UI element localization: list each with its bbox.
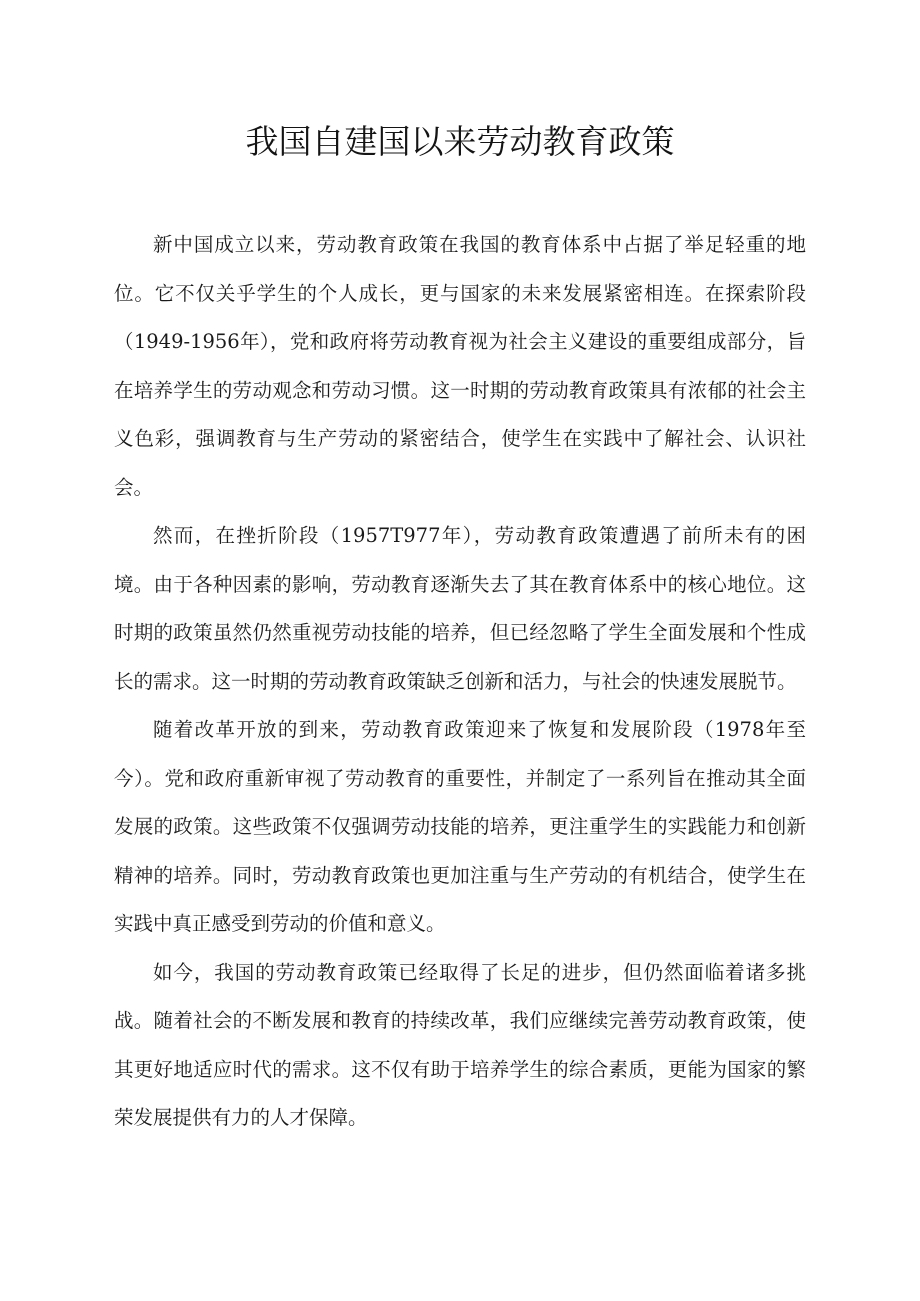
document-title: 我国自建国以来劳动教育政策 <box>245 122 675 161</box>
paragraph-2: 然而，在挫折阶段（1957T977年），劳动教育政策遭遇了前所未有的困境。由于各种因素的影响，劳动教育逐渐失去了其在教育体系中的核心地位。这时期的政策虽然仍然重视劳动技能的培养，但已经忽略了学生全面发展和个性成长的需求。这一时期的劳动教育政策缺乏创新和活力，与社会的快速发展脱节。 <box>114 524 806 693</box>
paragraph-3: 随着改革开放的到来，劳动教育政策迎来了恢复和发展阶段（1978年至今）。党和政府重新审视了劳动教育的重要性，并制定了一系列旨在推动其全面发展的政策。这些政策不仅强调劳动技能的培养，更注重学生的实践能力和创新精神的培养。同时，劳动教育政策也更加注重与生产劳动的有机结合，使学生在实践中真正感受到劳动的价值和意义。 <box>114 718 806 935</box>
paragraph-4: 如今，我国的劳动教育政策已经取得了长足的进步，但仍然面临着诸多挑战。随着社会的不断发展和教育的持续改革，我们应继续完善劳动教育政策，使其更好地适应时代的需求。这不仅有助于培养学生的综合素质，更能为国家的繁荣发展提供有力的人才保障。 <box>114 960 806 1129</box>
document-body <box>114 221 806 1143</box>
paragraph-1: 新中国成立以来，劳动教育政策在我国的教育体系中占据了举足轻重的地位。它不仅关乎学生的个人成长，更与国家的未来发展紧密相连。在探索阶段（1949-1956年），党和政府将劳动教育视为社会主义建设的重要组成部分，旨在培养学生的劳动观念和劳动习惯。这一时期的劳动教育政策具有浓郁的社会主义色彩，强调教育与生产劳动的紧密结合，使学生在实践中了解社会、认识社会。 <box>114 233 806 499</box>
